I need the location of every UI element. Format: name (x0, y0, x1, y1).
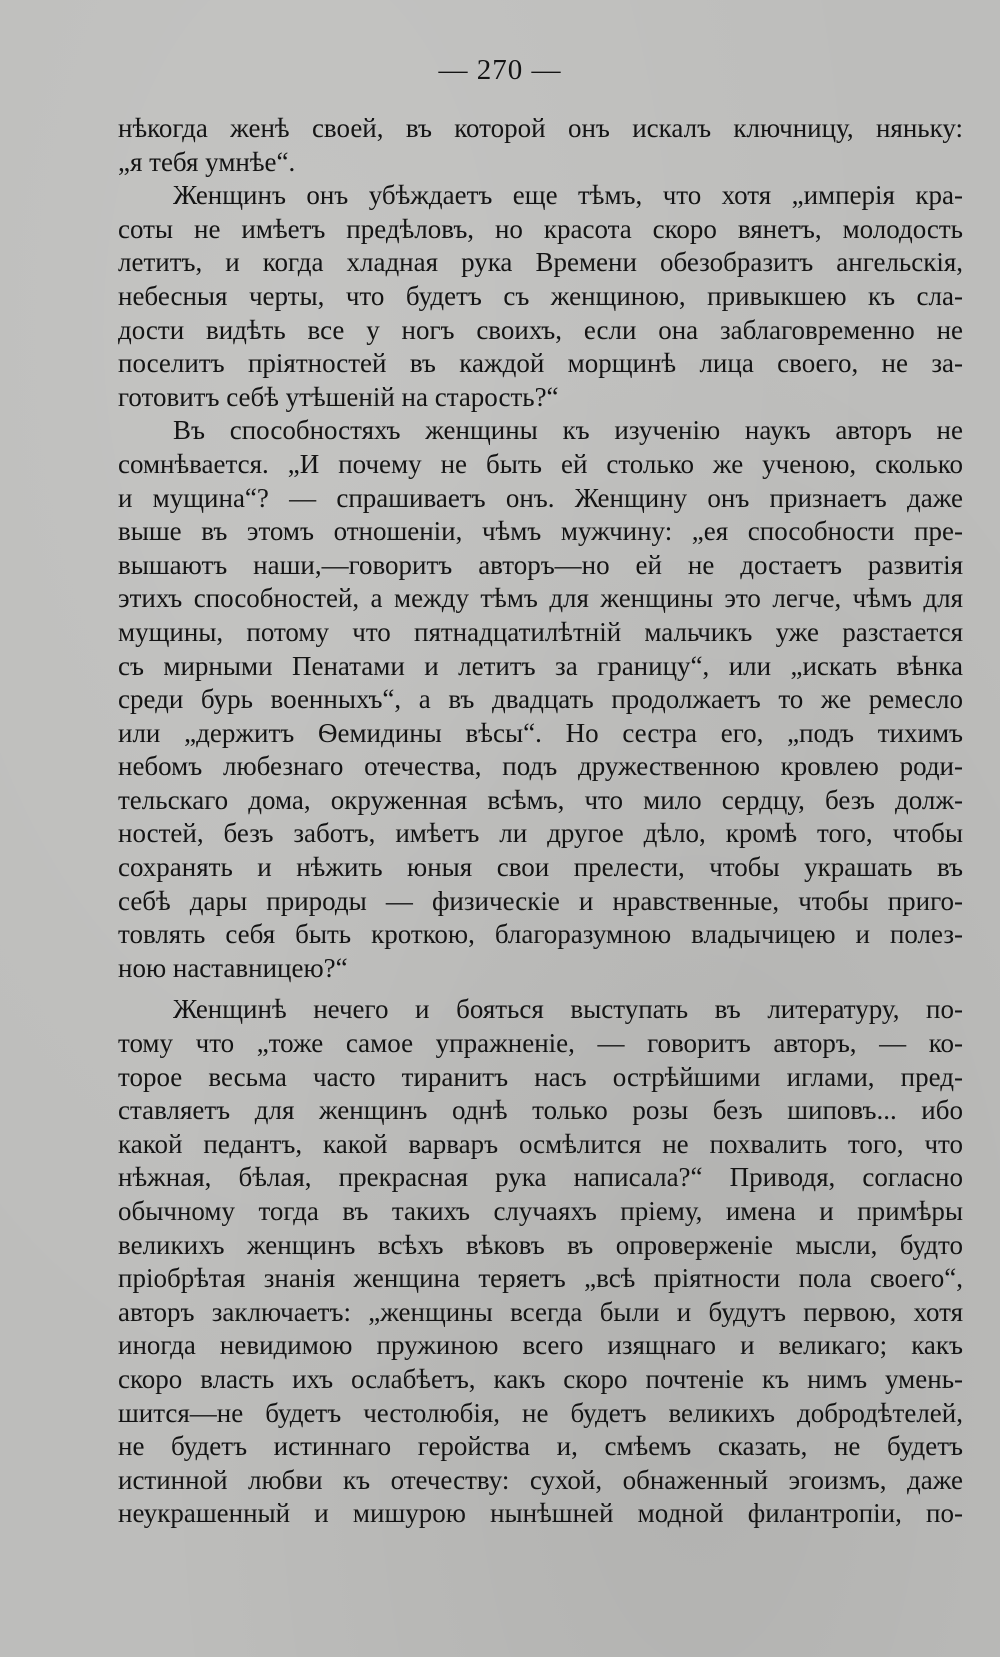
text-line: неукрашенный и мишурою нынѣшней модной филантропіи, по- (118, 1498, 963, 1529)
text-line: иногда невидимою пружиною всего изящнаго и великаго; какъ (118, 1330, 963, 1361)
text-line: поселитъ пріятностей въ каждой морщинѣ лица своего, не за- (118, 348, 963, 379)
text-line: не будетъ истиннаго геройства и, смѣемъ сказать, не будетъ (118, 1431, 963, 1462)
text-line: небомъ любезнаго отечества, подъ дружественною кровлею роди- (118, 751, 963, 782)
text-line: шится—не будетъ честолюбія, не будетъ великихъ добродѣтелей, (118, 1397, 963, 1428)
paragraph-first-line: Въ способностяхъ женщины къ изученію наукъ авторъ не (173, 415, 963, 446)
text-line: ставляетъ для женщинъ однѣ только розы безъ шиповъ... ибо (118, 1095, 963, 1126)
text-line: обычному тогда въ такихъ случаяхъ пріему, имена и примѣры (118, 1196, 963, 1226)
page-number: — 270 — (438, 54, 562, 86)
text-line: нѣжная, бѣлая, прекрасная рука написала?“ Приводя, согласно (118, 1162, 963, 1193)
text-line: себѣ дары природы — физическіе и нравственные, чтобы приго- (118, 885, 963, 916)
text-line: съ мирными Пенатами и летитъ за границу“, или „искать вѣнка (118, 650, 963, 681)
text-line: ностей, безъ заботъ, имѣетъ ли другое дѣло, кромѣ того, чтобы (118, 818, 963, 849)
text-line: выше въ этомъ отношеніи, чѣмъ мужчину: „ея способности пре- (118, 516, 963, 547)
text-line: небесныя черты, что будетъ съ женщиною, привыкшею къ сла- (118, 280, 963, 311)
text-line: нѣкогда женѣ своей, въ которой онъ искалъ ключницу, няньку: (118, 113, 963, 143)
text-line: летитъ, и когда хладная рука Времени обезобразитъ ангельскія, (118, 247, 963, 278)
body-text (118, 112, 963, 1531)
text-line: великихъ женщинъ всѣхъ вѣковъ въ опроверженіе мысли, будто (118, 1229, 963, 1260)
text-line: истинной любви къ отечеству: сухой, обнаженный эгоизмъ, даже (118, 1464, 963, 1495)
text-line: пріобрѣтая знанія женщина теряетъ „всѣ пріятности пола своего“, (118, 1263, 963, 1294)
text-line: тому что „тоже самое упражненіе, — говоритъ авторъ, — ко- (118, 1028, 963, 1059)
text-line: соты не имѣетъ предѣловъ, но красота скоро вянетъ, молодость (118, 213, 963, 244)
text-line: торое весьма часто тиранитъ насъ острѣйшими иглами, пред- (118, 1061, 963, 1092)
text-line: скоро власть ихъ ослабѣетъ, какъ скоро почтеніе къ нимъ умень- (118, 1363, 963, 1394)
paragraph-first-line: Женщинъ онъ убѣждаетъ еще тѣмъ, что хотя „имперія кра- (173, 180, 963, 211)
text-line: авторъ заключаетъ: „женщины всегда были и будутъ первою, хотя (118, 1296, 963, 1327)
text-line: этихъ способностей, а между тѣмъ для женщины это легче, чѣмъ для (118, 583, 963, 614)
paragraph-first-line: Женщинѣ нечего и бояться выступать въ литературу, по- (173, 994, 963, 1025)
text-line: и мущина“? — спрашиваетъ онъ. Женщину онъ признаетъ даже (118, 482, 963, 513)
text-line: дости видѣть все у ногъ своихъ, если она заблаговременно не (118, 314, 963, 345)
text-line: или „держитъ Ѳемидины вѣсы“. Но сестра его, „подъ тихимъ (118, 717, 963, 748)
text-line: ною наставницею?“ (118, 952, 348, 983)
text-line: тельскаго дома, окруженная всѣмъ, что мило сердцу, безъ долж- (118, 784, 963, 815)
text-line: готовитъ себѣ утѣшеній на старость?“ (118, 381, 559, 412)
text-line: какой педантъ, какой варваръ осмѣлится не похвалить того, что (118, 1128, 963, 1159)
text-line: среди бурь военныхъ“, а въ двадцать продолжаетъ то же ремесло (118, 684, 963, 715)
text-line: товлять себя быть кроткою, благоразумною владычицею и полез- (118, 919, 963, 950)
text-line: мущины, потому что пятнадцатилѣтній мальчикъ уже разстается (118, 616, 963, 647)
text-line: вышаютъ наши,—говоритъ авторъ—но ей не достаетъ развитія (118, 549, 963, 580)
text-line: „я тебя умнѣе“. (118, 146, 296, 177)
text-line: сомнѣвается. „И почему не быть ей столько же ученою, сколько (118, 448, 963, 479)
text-line: сохранять и нѣжить юныя свои прелести, чтобы украшать въ (118, 852, 963, 883)
